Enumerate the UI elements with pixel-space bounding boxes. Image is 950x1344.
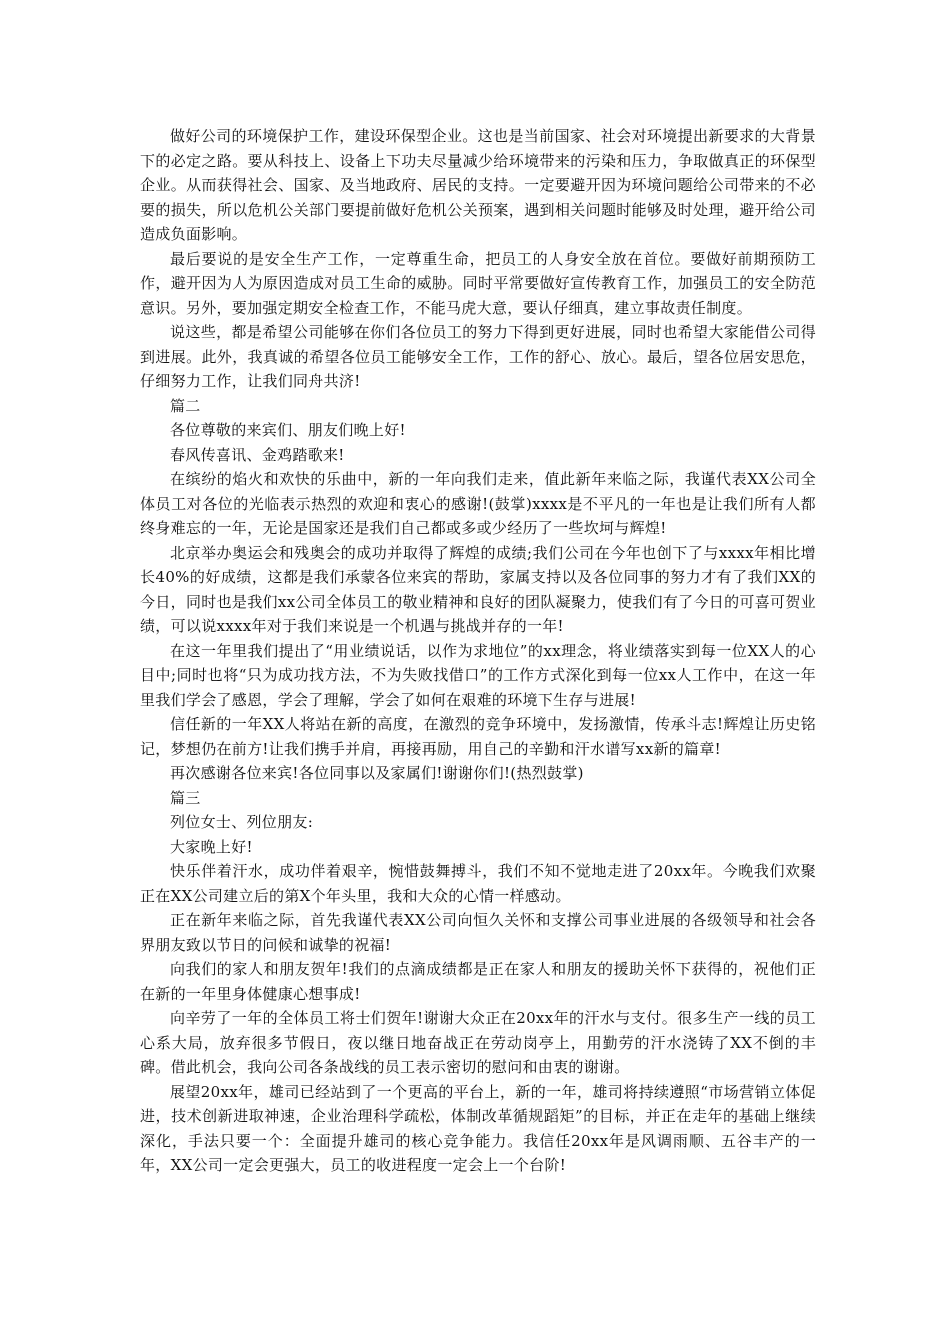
paragraph-3: 说这些，都是希望公司能够在你们各位员工的努力下得到更好进展，同时也希望大家能借公司得到进展。此外，我真诚的希望各位员工能够安全工作，工作的舒心、放心。最后，望各位居安思危，仔细努力工作，让我们同舟共济! xyxy=(140,323,816,390)
paragraph-7: 在缤纷的焰火和欢快的乐曲中，新的一年向我们走来，值此新年来临之际，我谨代表XX公司全体员工对各位的光临表示热烈的欢迎和衷心的感谢!(鼓掌)xxxx是不平凡的一年也是让我们所有人都终身难忘的一年，无论是国家还是我们自己都或多或少经历了一些坎坷与辉煌! xyxy=(140,470,816,537)
section-heading-3: 篇三 xyxy=(170,788,201,807)
paragraph-17: 向我们的家人和朋友贺年!我们的点滴成绩都是正在家人和朋友的援助关怀下获得的，祝他们正在新的一年里身体健康心想事成! xyxy=(140,960,816,1003)
paragraph-8: 北京举办奥运会和残奥会的成功并取得了辉煌的成绩;我们公司在今年也创下了与xxxx年相比增长40%的好成绩，这都是我们承蒙各位来宾的帮助，家属支持以及各位同事的努力才有了我们XX的今日，同时也是我们xx公司全体员工的敬业精神和良好的团队凝聚力，使我们有了今日的可喜可贺业绩，可以说xxxx年对于我们来说是一个机遇与挑战并存的一年! xyxy=(140,543,816,635)
greeting-line: 列位女士、列位朋友: xyxy=(170,813,314,831)
paragraph-16: 正在新年来临之际，首先我谨代表XX公司向恒久关怀和支撑公司事业进展的各级领导和社会各界朋友致以节日的问候和诚挚的祝福! xyxy=(140,911,816,954)
section-heading-2: 篇二 xyxy=(170,396,201,415)
paragraph-15: 快乐伴着汗水，成功伴着艰辛，惋惜鼓舞搏斗，我们不知不觉地走进了20xx年。今晚我们欢聚正在XX公司建立后的第X个年头里，我和大众的心情一样感动。 xyxy=(140,862,816,905)
greeting-line: 大家晚上好! xyxy=(170,837,253,856)
document-body xyxy=(140,124,816,1178)
greeting-line: 各位尊敬的来宾们、朋友们晚上好! xyxy=(170,421,406,439)
paragraph-9: 在这一年里我们提出了“用业绩说话，以作为求地位”的xx理念，将业绩落实到每一位XX人的心目中;同时也将“只为成功找方法，不为失败找借口”的工作方式深化到每一位xx人工作中，在这一年里我们学会了感恩，学会了理解，学会了如何在艰难的环境下生存与进展! xyxy=(140,641,816,709)
paragraph-18: 向辛劳了一年的全体员工将士们贺年!谢谢大众正在20xx年的汗水与支付。很多生产一线的员工心系大局，放弃很多节假日，夜以继日地奋战正在劳动岗亭上，用勤劳的汗水浇铸了XX不倒的丰碑。借此机会，我向公司各条战线的员工表示密切的慰问和由衷的谢谢。 xyxy=(140,1009,816,1076)
paragraph-11: 再次感谢各位来宾!各位同事以及家属们!谢谢你们!(热烈鼓掌) xyxy=(170,764,584,782)
paragraph-19: 展望20xx年，雄司已经站到了一个更高的平台上，新的一年，雄司将持续遵照“市场营销立体促进，技术创新进取神速，企业治理科学疏松，体制改革循规蹈矩”的目标，并正在走年的基础上继续深化，手法只要一个：全面提升雄司的核心竞争能力。我信任20xx年是风调雨顺、五谷丰产的一年，XX公司一定会更强大，员工的收进程度一定会上一个台阶! xyxy=(140,1082,816,1174)
paragraph-10: 信任新的一年XX人将站在新的高度，在激烈的竞争环境中，发扬激情，传承斗志!辉煌让历史铭记，梦想仍在前方!让我们携手并肩，再接再励，用自己的辛勤和汗水谱写xx新的篇章! xyxy=(140,715,816,758)
paragraph-2: 最后要说的是安全生产工作，一定尊重生命，把员工的人身安全放在首位。要做好前期预防工作，避开因为人为原因造成对员工生命的威胁。同时平常要做好宣传教育工作，加强员工的安全防范意识。另外，要加强定期安全检查工作，不能马虎大意，要认仔细真，建立事故责任制度。 xyxy=(140,249,816,317)
paragraph-1: 做好公司的环境保护工作，建设环保型企业。这也是当前国家、社会对环境提出新要求的大背景下的必定之路。要从科技上、设备上下功夫尽量减少给环境带来的污染和压力，争取做真正的环保型企业。从而获得社会、国家、及当地政府、居民的支持。一定要避开因为环境问题给公司带来的不必要的损失，所以危机公关部门要提前做好危机公关预案，遇到相关问题时能够及时处理，避开给公司造成负面影响。 xyxy=(140,127,816,243)
greeting-line: 春风传喜讯、金鸡踏歌来! xyxy=(170,445,345,464)
